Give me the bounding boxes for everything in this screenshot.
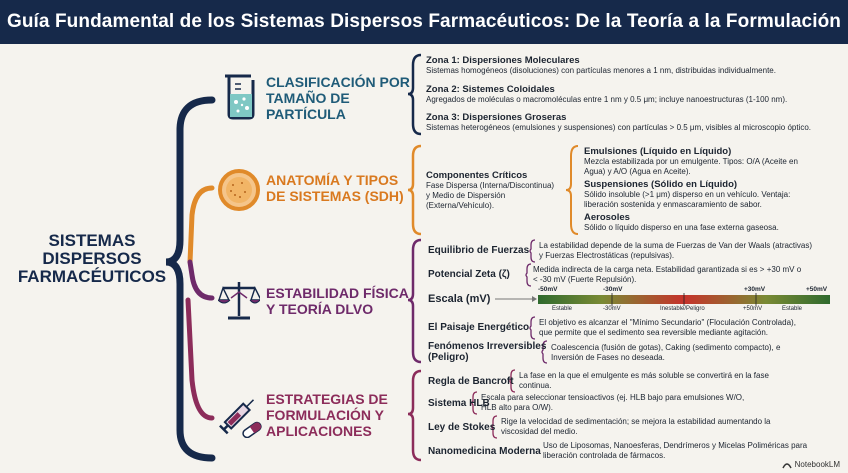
notebooklm-label: NotebookLM bbox=[794, 460, 840, 469]
brace-equilibrio bbox=[530, 240, 535, 262]
scale-tick-plus50: +50mV bbox=[806, 286, 828, 293]
section-title-estabilidad bbox=[266, 285, 409, 317]
root-title-line2: DISPERSOS bbox=[42, 249, 142, 268]
fenomenos-desc bbox=[551, 343, 845, 362]
scale-tick-minus30: -30mV bbox=[603, 286, 623, 293]
hlb-desc bbox=[481, 393, 844, 412]
zona2-heading: Zona 2: Sistemes Coloidales bbox=[426, 84, 555, 95]
escala-label: Escala (mV) bbox=[428, 293, 491, 305]
fenomenos-label bbox=[428, 341, 546, 363]
bracket-estabilidad bbox=[408, 240, 421, 362]
componentes-line1: Fase Dispersa (Interna/Discontinua) bbox=[426, 181, 555, 190]
componentes-line2: y Medio de Dispersión bbox=[426, 191, 506, 200]
scale-label-inestable: Inestable/Peligro bbox=[660, 306, 705, 312]
anatomia-title-line2: DE SISTEMAS (SDH) bbox=[266, 188, 404, 204]
scale-label-minus30: -30mV bbox=[603, 306, 621, 312]
anatomia-title-line1: ANATOMÍA Y TIPOS bbox=[266, 172, 399, 188]
fenomenos-line1: Coalescencia (fusión de gotas), Caking (sedimento compacto), e bbox=[551, 343, 781, 352]
equilibrio-line2: y Fuerzas Electrostáticas (repulsivas). bbox=[539, 250, 675, 260]
scale-label-estable-left: Estable bbox=[552, 306, 573, 312]
hlb-line2: HLB alto para O/W). bbox=[481, 402, 554, 412]
section-title-estrategias bbox=[266, 391, 388, 439]
aerosoles-line1: Sólido o líquido disperso en una fase externa gaseosa. bbox=[584, 223, 779, 232]
scale-tick-minus50: -50mV bbox=[538, 286, 558, 293]
fenomenos-label-line1: Fenómenos Irreversibles bbox=[428, 341, 547, 352]
root-title-line3: FARMACÉUTICOS bbox=[17, 267, 167, 286]
list-item bbox=[426, 84, 846, 105]
emulsiones-heading: Emulsiones (Líquido en Líquido) bbox=[584, 146, 732, 157]
branch-plum bbox=[188, 300, 212, 418]
equilibrio-label: Equilibrio de Fuerzas bbox=[428, 245, 530, 256]
componentes-criticos bbox=[426, 170, 566, 211]
equilibrio-line1: La estabilidad depende de la suma de Fuerzas de Van der Waals (atractivas) bbox=[539, 241, 813, 250]
page-title: Guía Fundamental de los Sistemas Dispersos Farmacéuticos: De la Teoría a la Formulación bbox=[6, 11, 842, 32]
scale-label-plus50: +50mV bbox=[743, 306, 763, 312]
fenomenos-line2: Inversión de Fases no deseada. bbox=[551, 352, 665, 362]
bracket-tipos bbox=[566, 146, 578, 234]
emulsiones-line2: Agua) y A/O (Agua en Aceite). bbox=[584, 167, 691, 176]
equilibrio-desc bbox=[539, 241, 844, 260]
paisaje-line2: que permite que el sedimento sea reversible mediante agitación. bbox=[539, 327, 769, 337]
stokes-desc bbox=[501, 417, 844, 436]
zona1-text: Sistemas homogéneos (disoluciones) con partículas menores a 1 nm, distribuidas individualmente. bbox=[426, 66, 776, 75]
bracket-anatomia bbox=[408, 146, 421, 234]
root-title-line1: SISTEMAS bbox=[48, 231, 136, 250]
paisaje-desc bbox=[539, 318, 844, 337]
suspensiones-heading: Suspensiones (Sólido en Líquido) bbox=[584, 179, 738, 190]
nanomedicina-label: Nanomedicina Moderna bbox=[428, 446, 541, 457]
estrategias-title-line3: APLICACIONES bbox=[266, 423, 372, 439]
estrategias-title-line1: ESTRATEGIAS DE bbox=[266, 391, 388, 407]
paisaje-label: El Paisaje Energético bbox=[428, 322, 530, 333]
bracket-clasificacion bbox=[408, 55, 421, 134]
paisaje-line1: El objetivo es alcanzar el "Mínimo Secundario" (Floculación Controlada), bbox=[539, 318, 796, 327]
notebooklm-logo-icon bbox=[782, 461, 792, 469]
balance-scale-icon bbox=[218, 278, 260, 322]
zeta-label: Potencial Zeta (ζ) bbox=[428, 269, 510, 280]
nanomedicina-line2: liberación controlada de fármacos. bbox=[543, 450, 666, 460]
bancroft-label: Regla de Bancroft bbox=[428, 376, 514, 387]
zona3-text: Sistemas heterogéneos (emulsiones y suspensiones) con partículas > 0.5 μm, visibles al microscopio óptico. bbox=[426, 123, 812, 132]
nanomedicina-desc bbox=[543, 441, 843, 460]
list-item bbox=[426, 55, 846, 76]
emulsiones-line1: Mezcla estabilizada por un emulgente. Tipos: O/A (Aceite en bbox=[584, 157, 798, 166]
zeta-line1: Medida indirecta de la carga neta. Estabilidad garantizada si es > +30 mV o bbox=[533, 265, 802, 274]
syringe-pill-icon bbox=[214, 392, 264, 438]
section-title-clasificacion bbox=[266, 74, 410, 122]
notebooklm-badge bbox=[782, 460, 840, 469]
bracket-estrategias bbox=[408, 371, 421, 460]
zeta-desc bbox=[533, 265, 845, 284]
fenomenos-label-line2: (Peligro) bbox=[428, 352, 469, 363]
estabilidad-title-line1: ESTABILIDAD FÍSICA bbox=[266, 285, 409, 301]
clasificacion-title-line2: TAMAÑO DE bbox=[266, 90, 350, 106]
zona3-heading: Zona 3: Dispersiones Groseras bbox=[426, 112, 567, 123]
scale-label-estable-right: Estable bbox=[782, 306, 803, 312]
list-item bbox=[426, 112, 846, 133]
suspensiones-line2: liberación sostenida y enmascaramiento de sabor. bbox=[584, 200, 762, 209]
list-item bbox=[584, 146, 846, 177]
beaker-icon bbox=[219, 72, 259, 122]
bancroft-line2: continua. bbox=[519, 380, 552, 390]
estrategias-title-line2: FORMULACIÓN Y bbox=[266, 407, 384, 423]
zona2-text: Agregados de moléculas o macromoléculas entre 1 nm y 0.5 μm; incluye nanoestructuras (1-100 nm). bbox=[426, 95, 788, 104]
root-title bbox=[12, 232, 172, 286]
list-item bbox=[584, 179, 846, 210]
zeta-line2: < -30 mV (Fuerte Repulsión). bbox=[533, 274, 637, 284]
stokes-line1: Rige la velocidad de sedimentación; se mejora la estabilidad aumentando la bbox=[501, 417, 771, 426]
zona1-heading: Zona 1: Dispersiones Moleculares bbox=[426, 55, 580, 66]
suspensiones-line1: Sólido insoluble (>1 μm) disperso en un vehículo. Ventaja: bbox=[584, 190, 791, 199]
nanomedicina-line1: Uso de Liposomas, Nanoesferas, Dendrímeros y Micelas Poliméricas para bbox=[543, 441, 808, 450]
brace-zeta bbox=[526, 264, 531, 286]
stokes-label: Ley de Stokes bbox=[428, 422, 496, 433]
estabilidad-title-line2: Y TEORÍA DLVO bbox=[266, 301, 374, 317]
brace-paisaje bbox=[530, 317, 535, 339]
branch-orange bbox=[190, 188, 212, 262]
componentes-heading: Componentes Críticos bbox=[426, 170, 528, 181]
list-item bbox=[584, 212, 846, 233]
hlb-line1: Escala para seleccionar tensioactivos (ej. HLB bajo para emulsiones W/O, bbox=[481, 393, 745, 402]
clasificacion-title-line1: CLASIFICACIÓN POR bbox=[266, 74, 410, 90]
branch-purple bbox=[190, 262, 212, 298]
clasificacion-title-line3: PARTÍCULA bbox=[266, 106, 346, 122]
scale-tick-plus30: +30mV bbox=[744, 286, 766, 293]
bancroft-desc bbox=[519, 371, 844, 390]
section-title-anatomia bbox=[266, 172, 404, 204]
orange-sphere-icon bbox=[217, 168, 261, 212]
bancroft-line1: La fase en la que el emulgente es más soluble se convertirá en la fase bbox=[519, 371, 769, 380]
componentes-line3: (Externa/Vehículo). bbox=[426, 201, 495, 210]
stokes-line2: viscosidad del medio. bbox=[501, 426, 578, 436]
hlb-label: Sistema HLB bbox=[428, 398, 490, 409]
aerosoles-heading: Aerosoles bbox=[584, 212, 630, 223]
main-bracket bbox=[166, 100, 212, 458]
